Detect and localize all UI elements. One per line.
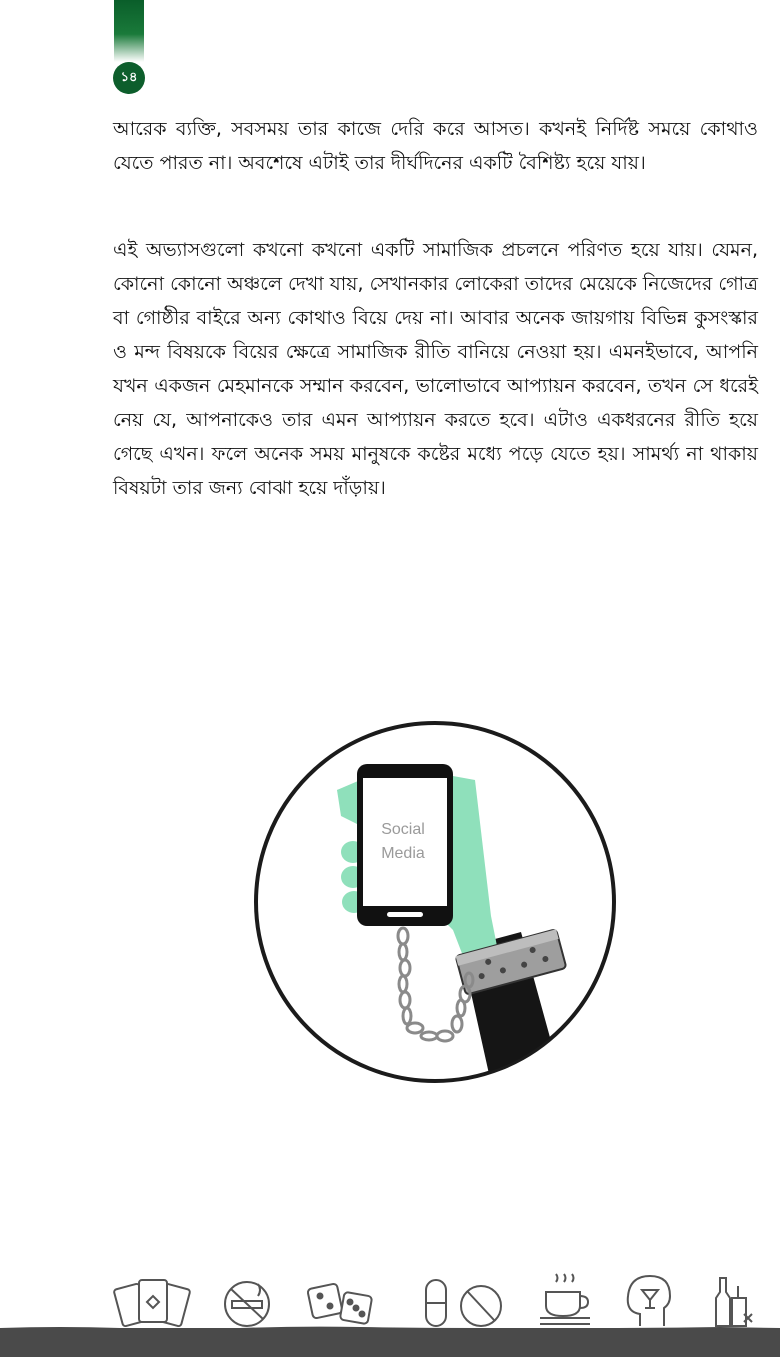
page-number: ১৪ xyxy=(113,62,145,94)
footer-bar xyxy=(0,1328,780,1357)
footer-icon-strip xyxy=(0,1268,780,1330)
head-alcohol-icon xyxy=(628,1276,670,1326)
playing-cards-icon xyxy=(114,1280,191,1327)
pills-icon xyxy=(426,1280,501,1326)
dice-icon xyxy=(307,1283,372,1324)
paragraph: আরেক ব্যক্তি, সবসময় তার কাজে দেরি করে আসত। কখনই নির্দিষ্ট সময়ে কোথাও যেতে পারত না। অবশেষে এটাই তার দীর্ঘদিনের একটি বৈশিষ্ট্য হয়ে যায়। xyxy=(113,118,758,174)
phone-label-social: Social xyxy=(381,821,425,838)
social-media-chain-illustration xyxy=(253,720,617,1084)
coffee-cup-icon xyxy=(540,1274,590,1324)
page-tab-decoration xyxy=(114,0,144,62)
paragraph: এই অভ্যাসগুলো কখনো কখনো একটি সামাজিক প্রচলনে পরিণত হয়ে যায়। যেমন, কোনো কোনো অঞ্চলে দেখা যায়, সেখানকার লোকেরা তাদের মেয়েকে নিজেদের গোত্র বা গোষ্ঠীর বাইরে অন্য কোথাও বিয়ে দেয় না। আবার অনেক জায়গায় বিভিন্ন কুসংস্কার ও মন্দ বিষয়কে বিয়ের ক্ষেত্রে সামাজিক রীতি বানিয়ে নেওয়া হয়। এমনইভাবে, আপনি যখন একজন মেহমানকে সম্মান করবেন, ভালোভাবে আপ্যায়ন করবেন, তখন সে ধরেই নেয় যে, আপনাকেও তার এমন আপ্যায়ন করতে হবে। এটাও একধরনের রীতি হয়ে গেছে এখন। ফলে অনেক সময় মানুষকে কষ্টের মধ্যে পড়ে যেতে হয়। সামর্থ্য না থাকায় বিষয়টা তার জন্য বোঝা হয়ে দাঁড়ায়। xyxy=(113,239,758,499)
phone-label-media: Media xyxy=(381,845,425,862)
alcohol-bottles-icon xyxy=(716,1278,752,1326)
no-smoking-icon xyxy=(225,1282,269,1326)
